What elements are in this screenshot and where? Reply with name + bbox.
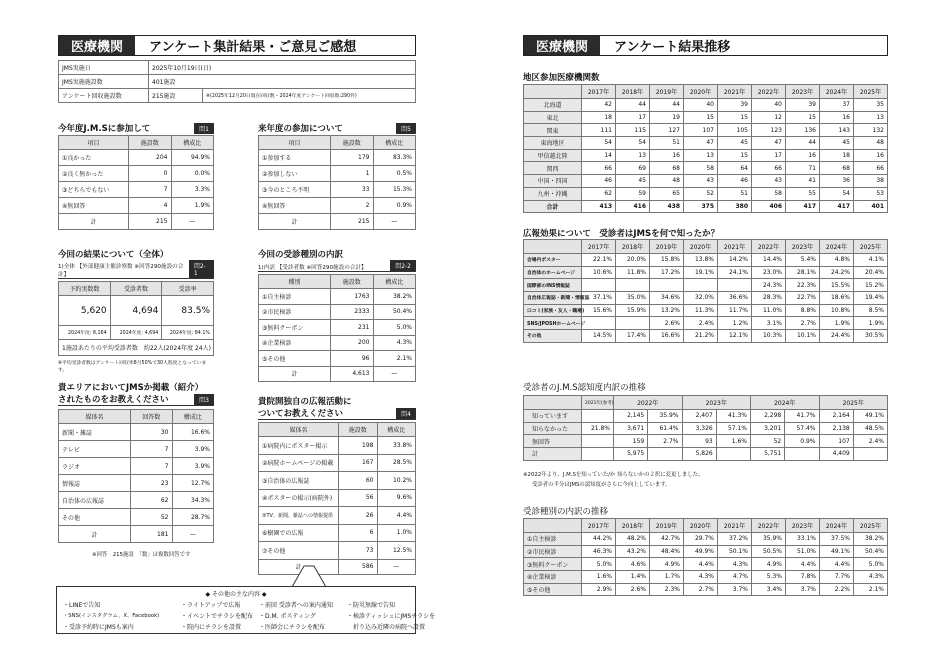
table-row: 2024年度: 8,164 2024年度: 4,694 2024年度: 84.1%	[59, 326, 214, 340]
table-row: ②良く無かった 0 0.0%	[59, 166, 214, 182]
table-row: 5,620 4,694 83.5%	[59, 296, 214, 326]
year-header: 2018年	[616, 519, 650, 533]
year-header: 2023年	[786, 85, 820, 99]
left-header-title: アンケート集計結果・ご意見ご感想	[149, 40, 357, 55]
year-header: 2017年	[582, 85, 616, 99]
table-row: その他 14.5% 17.4% 16.6% 21.2% 12.1% 10.3% 10.1% 24.4% 30.5%	[524, 330, 888, 343]
year-header: 2025年	[819, 396, 888, 410]
list-item: 折り込み近隣の病院へ設置	[347, 624, 426, 631]
year-header: 2025年	[854, 519, 888, 533]
year-header: 2024年	[751, 396, 820, 410]
table-row: 情報誌 23 12.7%	[59, 475, 214, 492]
awareness-note-2: 受診者の半分はJMSの認知度がさらに今向上しています。	[532, 482, 671, 488]
q3-title-line1: 貴エリアにおいてJMSか掲載（紹介）	[58, 383, 204, 393]
table-row: ③今のところ不明 33 15.3%	[259, 182, 416, 198]
left-header-tag: 医療機関	[59, 36, 135, 55]
table-row: ⑦その他 73 12.5%	[259, 542, 416, 560]
year-header: 2024年	[820, 85, 854, 99]
list-item: ・イベントでチラシを配布	[181, 613, 254, 620]
table-row: 1施設あたりの平均受診者数 約22人(2024年度 24人)	[59, 340, 214, 356]
table-row: 東海地区 54 54 51 47 45 47 44 45 48	[524, 137, 888, 150]
table-row: ③無料クーポン 231 5.0%	[259, 320, 416, 336]
table-row: 口コミ(家族・友人・職場) 15.6% 15.9% 13.2% 11.3% 11.7% 11.0% 8.8% 10.8% 8.5%	[524, 304, 888, 317]
table-row: ⑤その他 2.9% 2.6% 2.3% 2.7% 3.7% 3.4% 3.7% 2.2% 2.1%	[524, 583, 888, 596]
q2-2-title: 今回の受診種別の内訳	[258, 250, 344, 260]
table-row: ④無回答 2 0.9%	[259, 198, 416, 214]
q3-badge: 問3	[194, 394, 214, 405]
year-header: 2017年	[582, 240, 616, 254]
list-item: ・防災無線で告知	[347, 602, 396, 609]
year-header: 2019年	[650, 519, 684, 533]
list-item: ・検診ティッシュにJMSチラシを	[347, 613, 436, 620]
year-header: 2023年	[786, 519, 820, 533]
type-title: 受診種別の内訳の推移	[523, 507, 609, 517]
table-row: 計 5,975 5,826 5,751 4,409	[524, 448, 888, 461]
table-row: ③どちらでもない 7 3.3%	[59, 182, 214, 198]
year-header: 2025年	[854, 85, 888, 99]
table-row: 国際部のINS情報誌 24.3% 22.3% 15.5% 15.2%	[524, 279, 888, 292]
awareness-note-1: ※2022年より、J.M.Sを知っていた/か 知らないかの２択に変更しました。	[523, 472, 704, 478]
table-row: その他 52 28.7%	[59, 509, 214, 526]
table-row: ①良かった 204 94.9%	[59, 150, 214, 166]
list-item: ・LINEで告知	[63, 602, 101, 609]
year-header: 2018年	[616, 85, 650, 99]
year-header: 2021年	[718, 85, 752, 99]
list-item: ・SNS(インスタグラム、X、Facebook)	[63, 613, 160, 619]
table-row: ラジオ 7 3.9%	[59, 458, 214, 475]
table-row: ④ポスターの掲示(病院外) 56 9.6%	[259, 489, 416, 507]
header-row	[524, 519, 888, 533]
q5-badge: 問5	[396, 123, 416, 134]
right-header-title: アンケート結果推移	[614, 40, 731, 55]
table-row: ①自主検診 44.2% 48.2% 42.7% 29.7% 37.2% 35.9% 33.1% 37.5% 38.2%	[524, 533, 888, 546]
table-row: 自治体広報誌・新聞・情報誌 37.1% 35.0% 34.6% 32.0% 36.6% 28.3% 22.7% 18.6% 19.4%	[524, 292, 888, 305]
table-row: ⑤TV、新聞、雑誌への情報提供 26 4.4%	[259, 507, 416, 525]
table-row: ②病院ホームページの掲載 167 28.5%	[259, 454, 416, 472]
q2-1-badge: 問2-1	[189, 260, 214, 278]
table-row: 北海道 42 44 44 40 39 40 39 37 35	[524, 99, 888, 112]
table-row: 知らなかった 21.8% 3,671 61.4% 3,326 57.1% 3,201 57.4% 2,138 48.5%	[524, 422, 888, 435]
info-row: アンケート回収施設数 215施設 ※(2025年12月20日現在回収数・2024年度アンケート回収数:290件)	[59, 89, 416, 103]
q2-1-section: 今回の結果について（全体） 1)全体 【外部健康主催診察数 ※回答290施設の合計】 問2-1 予約実数数 受診者数 受診率 5,620 4,694 83.5% 2024年度: 8,164 2024年度: 4,694 2024年度: 84.1% 1施設あたりの平均受診者数 約22人(2024年度 24人) ※平均受診者数はアンケート回収率8月50%で30人程度となっています。	[58, 248, 214, 373]
year-header: 2021年	[718, 240, 752, 254]
table-row: 九州・沖縄 62 59 65 52 51 58 55 54 53	[524, 187, 888, 200]
other-comments-title: ◆ その他の主な内容 ◆	[205, 591, 267, 598]
year-header: 2017年	[582, 519, 616, 533]
q2-2-section: 今回の受診種別の内訳 1)内訳 【受診者数 ※回答290施設の合計】 問2-2 種別 施設数 構成比 ①自主検診 1763 38.2% ②市民検診 2333 50.4% ③無料クーポン 231 5.0% ④企業検診 200 4.3% ⑤その他 96 2.1% 計 4,613 —	[258, 248, 416, 382]
type-table	[523, 518, 888, 596]
right-header-tag: 医療機関	[524, 36, 600, 55]
q3-section: 貴エリアにおいてJMSか掲載（紹介） されたものをお教えください 問3 媒体名 回答数 構成比 新聞・雑誌 30 16.6% テレビ 7 3.9% ラジオ 7 3.9% 情報誌 23 12.7% 自治体の広報誌 62 34.3% その他 52 28.7% 計 181 — ※回答 215施設 「数」は複数回答です	[58, 381, 214, 558]
year-header: 2022年	[752, 519, 786, 533]
year-header: 2023年	[682, 396, 751, 410]
table-row: ①自主検診 1763 38.2%	[259, 289, 416, 305]
table-row: ②市民検診 2333 50.4%	[259, 304, 416, 320]
year-header: 2025年	[854, 240, 888, 254]
year-header: 2022年	[752, 240, 786, 254]
table-row: 合計 413 416 438 375 380 406 417 417 401	[524, 200, 888, 213]
header-row	[524, 85, 888, 99]
year-header: 2020年	[684, 519, 718, 533]
list-item: ・受診予約時にJMSも案内	[63, 624, 134, 631]
awareness-table	[523, 395, 888, 461]
table-row: ②参加しない 1 0.5%	[259, 166, 416, 182]
table-row: 自治体の広報誌 62 34.3%	[59, 492, 214, 509]
list-item: ・院内にチラシを設置	[181, 624, 242, 631]
q2-2-badge: 問2-2	[390, 260, 416, 271]
table-row: 会場内ポスター 22.1% 20.0% 15.8% 13.8% 14.2% 14.4% 5.4% 4.8% 4.1%	[524, 254, 888, 267]
q1-title: 今年度J.M.Sに参加して	[58, 124, 151, 134]
q4-section: 貴院開独自の広報活動に ついてお教えください 問4 媒体名 施設数 構成比 ①病院内にポスター掲示 198 33.8% ②病院ホームページの掲載 167 28.5% ③自治体の広報誌 60 10.2% ④ポスターの掲示(病院外) 56 9.6% ⑤TV、新聞、雑誌への情報提供 26 4.4% ⑥樹園での広報 6 1.0% ⑦その他 73 12.5% 計 586 —	[258, 395, 416, 575]
table-row: 東北 18 17 19 15 15 12 15 16 13	[524, 111, 888, 124]
year-header: 2020年	[684, 240, 718, 254]
q1-badge: 問1	[194, 123, 214, 134]
table-row: 計 215 —	[59, 214, 214, 230]
jms-info-table	[58, 60, 416, 103]
q5-section: 来年度の参加について 問5 項目 施設数 構成比 ①参加する 179 83.3% ②参加しない 1 0.5% ③今のところ不明 33 15.3% ④無回答 2 0.9% 計 215 —	[258, 122, 416, 230]
list-item: ・D.M. ポスティング	[259, 613, 316, 620]
region-table	[523, 84, 888, 213]
table-row: ①病院内にポスター掲示 198 33.8%	[259, 437, 416, 455]
q4-title-line1: 貴院開独自の広報活動に	[258, 397, 352, 407]
q2-1-title: 今回の結果について（全体）	[58, 250, 169, 260]
other-comments-box	[56, 586, 436, 634]
year-header: 2022年	[614, 396, 683, 410]
q2-1-note: ※平均受診者数はアンケート回収率8月50%で30人程度となっています。	[58, 361, 207, 373]
table-row: ③無料クーポン 5.0% 4.6% 4.9% 4.4% 4.3% 4.9% 4.4% 4.4% 5.0%	[524, 558, 888, 571]
right-page-header	[523, 35, 888, 56]
year-header: 2024年	[820, 519, 854, 533]
q3-title-line2: されたものをお教えください	[58, 395, 169, 405]
region-title: 地区参加医療機関数	[523, 73, 600, 83]
table-row: 甲信越北陸 14 13 16 13 15 17 16 18 16	[524, 149, 888, 162]
q4-badge: 問4	[396, 408, 416, 419]
table-row: SNS/JPOSHホームページ 2.6% 2.4% 1.2% 3.1% 2.7% 1.9% 1.9%	[524, 317, 888, 330]
info-row: JMS実施日 2025年10月19日(日)	[59, 61, 416, 75]
year-header: 2020年	[684, 85, 718, 99]
left-page-header	[58, 35, 416, 56]
year-header: 2021年(参考)	[582, 396, 614, 410]
year-header: 2018年	[616, 240, 650, 254]
awareness-title: 受診者のJ.M.S認知度内訳の推移	[523, 383, 646, 393]
year-header: 2021年	[718, 519, 752, 533]
table-row: 新聞・雑誌 30 16.6%	[59, 424, 214, 441]
year-header: 2022年	[752, 85, 786, 99]
year-header: 2024年	[820, 240, 854, 254]
table-row: テレビ 7 3.9%	[59, 441, 214, 458]
list-item: ・前回 受診者への案内通知	[259, 602, 333, 609]
q1-section: 今年度J.M.Sに参加して 問1 項目 施設数 構成比 ①良かった 204 94.9% ②良く無かった 0 0.0% ③どちらでもない 7 3.3% ④無回答 4 1.9% 計 215 —	[58, 122, 214, 230]
table-row: ③自治体の広報誌 60 10.2%	[259, 472, 416, 490]
q3-note: ※回答 215施設 「数」は複数回答です	[92, 552, 191, 558]
info-row: JMS実施施設数 401施設	[59, 75, 416, 89]
table-row: 中国・四国 46 45 48 43 46 43 41 36 38	[524, 175, 888, 188]
q5-title: 来年度の参加について	[258, 124, 343, 134]
table-row: 自治体のホームページ 10.6% 11.8% 17.2% 19.1% 24.1% 23.0% 28.1% 24.2% 20.4%	[524, 266, 888, 279]
table-row: 無回答 159 2.7% 93 1.6% 52 0.9% 107 2.4%	[524, 435, 888, 448]
q4-title-line2: ついてお教えください	[258, 409, 344, 419]
table-row: 知っています 2,145 35.9% 2,407 41.3% 2,298 41.7% 2,164 49.1%	[524, 410, 888, 423]
ad-effect-table	[523, 239, 888, 343]
year-header: 2023年	[786, 240, 820, 254]
table-row: ④無回答 4 1.9%	[59, 198, 214, 214]
table-row: 計 4,613 —	[259, 366, 416, 382]
header-row	[524, 396, 888, 410]
table-row: 関西 66 69 68 58 64 66 71 68 66	[524, 162, 888, 175]
table-row: 関東 111 115 127 107 105 123 136 143 132	[524, 124, 888, 137]
year-header: 2019年	[650, 240, 684, 254]
table-row: ②市民検診 46.3% 43.2% 48.4% 49.9% 50.1% 50.5% 51.0% 49.1% 50.4%	[524, 545, 888, 558]
table-row: 計 181 —	[59, 526, 214, 543]
header-row	[524, 240, 888, 254]
table-row: ④企業検診 200 4.3%	[259, 335, 416, 351]
table-row: ⑤その他 96 2.1%	[259, 351, 416, 367]
table-row: ⑥樹園での広報 6 1.0%	[259, 524, 416, 542]
year-header: 2019年	[650, 85, 684, 99]
list-item: ・医師会にチラシを配布	[259, 624, 326, 631]
table-row: ①参加する 179 83.3%	[259, 150, 416, 166]
callout-pointer	[290, 566, 330, 588]
table-row: 計 215 —	[259, 214, 416, 230]
table-row: 計 586 —	[259, 559, 416, 574]
table-row: ④企業検診 1.6% 1.4% 1.7% 4.3% 4.7% 5.3% 7.8% 7.7% 4.3%	[524, 571, 888, 584]
list-item: ・ライトアップで広報	[181, 602, 241, 609]
ad-title: 広報効果について 受診者はJMSを何で知ったか？	[523, 229, 720, 239]
